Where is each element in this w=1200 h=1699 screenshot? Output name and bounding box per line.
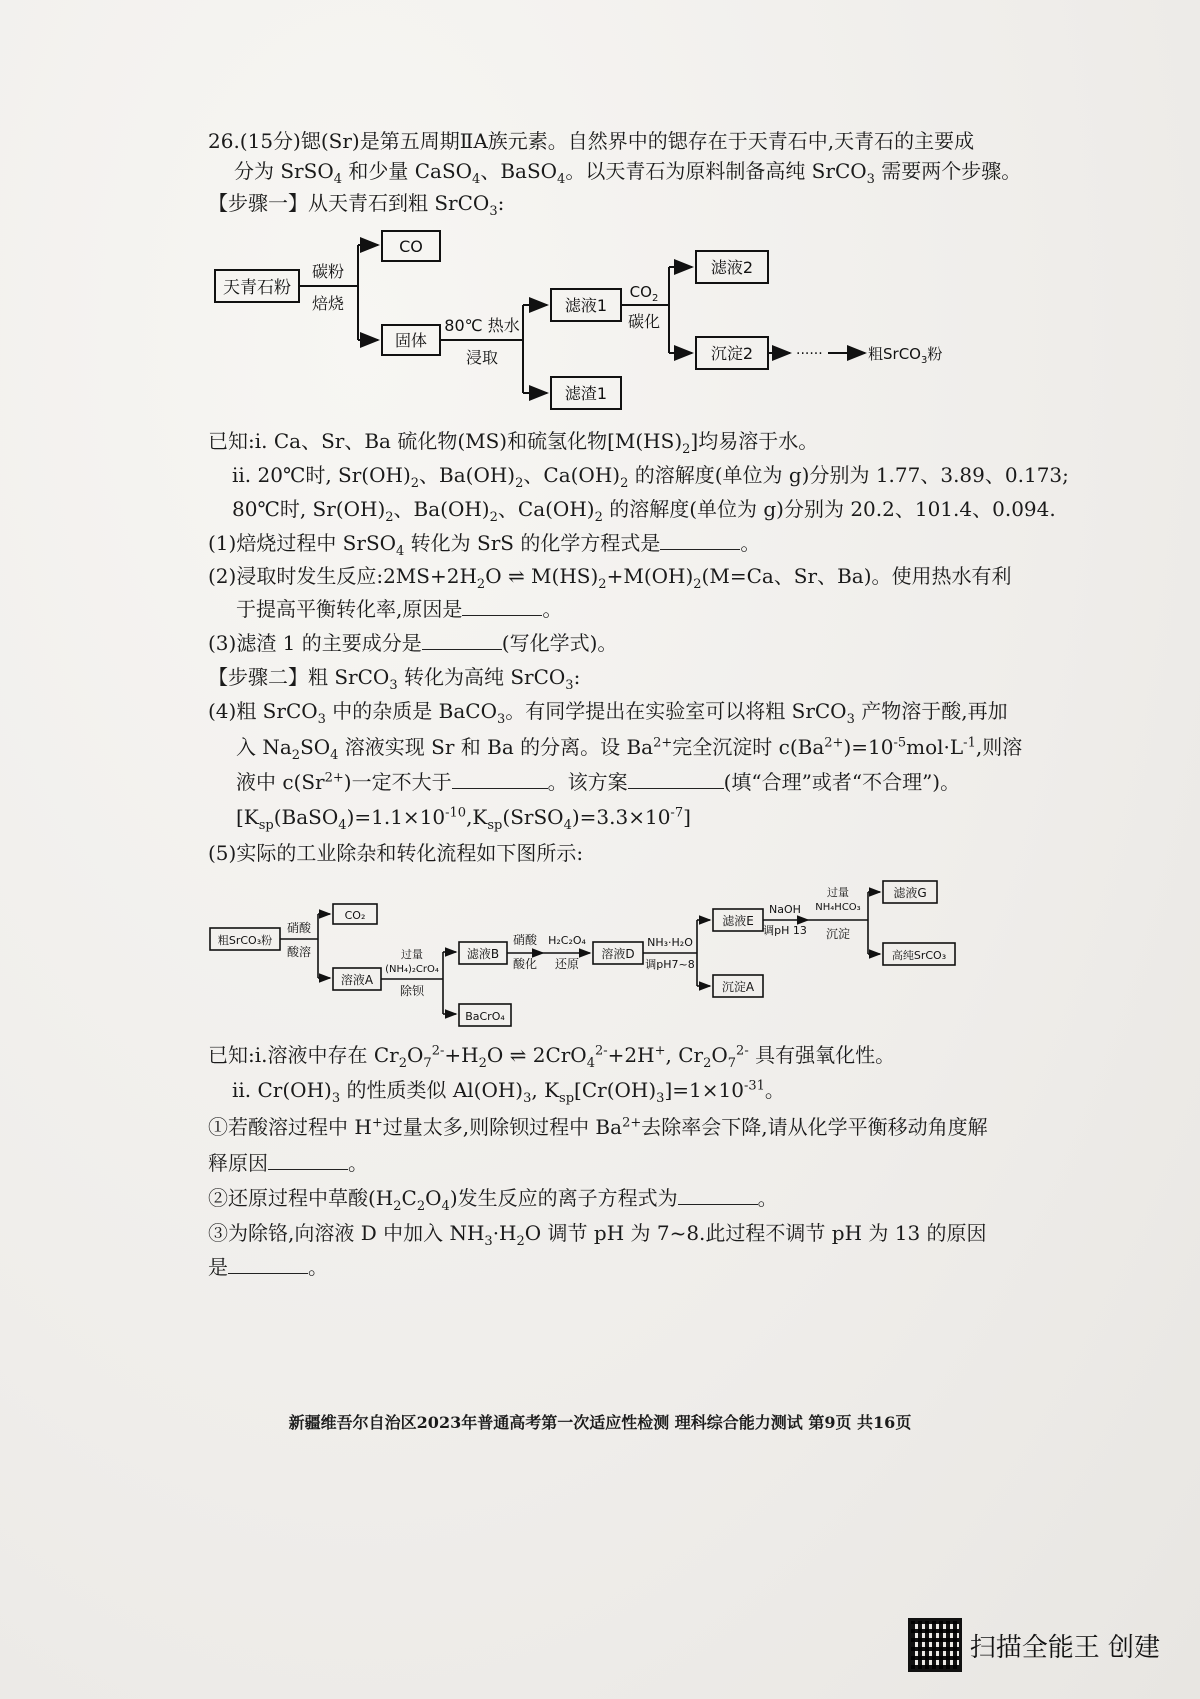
- q5-part1: ①若酸溶过程中 H+过量太多,则除钡过程中 $Ba^{2+}$去除率会下降,请从化学平衡移动角度解: [208, 1115, 988, 1139]
- label-ph13: 调pH 13: [763, 924, 807, 937]
- label-xiaosuan: 硝酸: [286, 921, 312, 935]
- label-co2: $CO_2$: [629, 283, 659, 304]
- label-huanyuan: 还原: [554, 957, 580, 971]
- question-1: (1)焙烧过程中 SrSO$_4$ 转化为 SrS 的化学方程式是 。: [208, 531, 761, 559]
- label-chendian2: 沉淀2: [710, 344, 754, 363]
- q5-part2: ②还原过程中草酸$(H_2C_2O_4)$发生反应的离子方程式为 。: [208, 1186, 778, 1214]
- watermark-text: 扫描全能王 创建: [969, 1632, 1160, 1663]
- label-hotwater: 80℃ 热水: [444, 316, 520, 335]
- label-lvyeB: 滤液B: [466, 947, 500, 961]
- label-xiaosuan2: 硝酸: [512, 933, 538, 947]
- label-h2c2o4: H₂C₂O₄: [548, 934, 586, 947]
- question-4-ksp: $[K_{sp}(BaSO_4)=1.1\times 10^{-10},K_{sp}(SrSO_4)=3.3\times 10^{-7}]$: [236, 805, 691, 833]
- label-jinqu: 浸取: [465, 348, 499, 367]
- label-guti: 固体: [394, 331, 428, 350]
- question-3: (3)滤渣 1 的主要成分是 (写化学式)。: [208, 631, 618, 655]
- q5-part1-cont: 释原因 。: [208, 1151, 368, 1175]
- label-bacro4: BaCrO₄: [465, 1010, 505, 1023]
- label-chendianA: 沉淀A: [721, 980, 755, 994]
- question-4-cont1: 入 $Na_2SO_4$ 溶液实现 Sr 和 Ba 的分离。设 $Ba^{2+}$完全沉淀时 $c(Ba^{2+})=10^{-5}mol\cdot L^{-1}$,则溶: [236, 735, 1023, 763]
- qr-code-icon: [908, 1618, 962, 1672]
- step1-heading: 【步骤一】从天青石到粗 SrCO$_3$:: [208, 191, 505, 219]
- question-2-cont: 于提高平衡转化率,原因是 。: [236, 597, 563, 621]
- known2-i: 已知:ⅰ.溶液中存在 $Cr_2O_7^{2-}+H_2O$ ⇌ 2CrO$_4^{2-}$+2H+, $Cr_2O_7^{2-}$ 具有强氧化性。: [208, 1043, 896, 1071]
- label-rongyeA: 溶液A: [340, 973, 374, 987]
- label-lvzha1: 滤渣1: [564, 384, 608, 403]
- label-ph78: 调pH7~8: [645, 958, 695, 971]
- flow-diagram-step2: [200, 872, 1000, 1032]
- label-start: 粗SrCO₃粉: [217, 934, 273, 947]
- label-lvyeG: 滤液G: [893, 886, 927, 900]
- known1-ii: ⅱ. 20℃时, $Sr(OH)_2$、$Ba(OH)_2$、$Ca(OH)_2$ 的溶解度(单位为 g)分别为 1.77、3.89、0.173;: [232, 463, 1069, 491]
- label-beishao: 焙烧: [311, 294, 345, 313]
- label-lvyeE: 滤液E: [722, 914, 754, 928]
- flow-diagram-step1: [200, 225, 1000, 425]
- page-footer: 新疆维吾尔自治区2023年普通高考第一次适应性检测 理科综合能力测试 第9页 共16页: [288, 1413, 912, 1432]
- label-lvye2: 滤液2: [710, 258, 754, 277]
- label-tianqing: 天青石粉: [223, 278, 291, 298]
- label-lvye1: 滤液1: [564, 296, 608, 315]
- label-nh3h2o: NH₃·H₂O: [647, 936, 693, 949]
- label-co2-2: CO₂: [344, 909, 366, 922]
- question-5: (5)实际的工业除杂和转化流程如下图所示:: [208, 841, 584, 865]
- label-co: CO: [399, 237, 423, 256]
- scanner-watermark: [908, 1618, 1160, 1672]
- label-guoliang2: 过量: [827, 886, 849, 899]
- label-chendian: 沉淀: [825, 927, 851, 941]
- known1-i: 已知:ⅰ. Ca、Sr、Ba 硫化物(MS)和硫氢化物$[M(HS)_2]$均易溶于水。: [208, 429, 819, 457]
- label-dots: ······: [796, 346, 823, 362]
- known1-iii: 80℃时, $Sr(OH)_2$、$Ba(OH)_2$、$Ca(OH)_2$ 的溶解度(单位为 g)分别为 20.2、101.4、0.094.: [232, 497, 1056, 525]
- label-nh4hco3: NH₄HCO₃: [815, 902, 861, 913]
- q5-part3-cont: 是 。: [208, 1255, 328, 1279]
- step2-heading: 【步骤二】粗 SrCO$_3$ 转化为高纯 SrCO$_3$:: [208, 665, 581, 693]
- label-rongyeD: 溶液D: [601, 947, 635, 961]
- label-gaochun: 高纯SrCO₃: [891, 949, 947, 962]
- label-guoliang: 过量: [401, 948, 423, 961]
- question-2: (2)浸取时发生反应$:2MS+2H_2O$ ⇌ $M(HS)_2+M(OH)_2(M=Ca$、Sr、Ba)。使用热水有利: [208, 564, 1012, 592]
- question-4: (4)粗 SrCO$_3$ 中的杂质是 BaCO$_3$。有同学提出在实验室可以将粗 SrCO$_3$ 产物溶于酸,再加: [208, 699, 1008, 727]
- known2-ii: ⅱ. $Cr(OH)_3$ 的性质类似 $Al(OH)_3$, $K_{sp}[Cr(OH)_3]=1\times 10^{-31}$。: [232, 1078, 785, 1106]
- q26-intro-line2: 分为 SrSO$_4$ 和少量 CaSO$_4$、BaSO$_4$。以天青石为原料制备高纯 SrCO$_3$ 需要两个步骤。: [234, 159, 1022, 187]
- label-product: 粗SrCO$_3$粉: [868, 345, 943, 366]
- label-suanhua: 酸化: [512, 957, 538, 971]
- q26-intro-line1: 26.(15分)锶(Sr)是第五周期ⅡA族元素。自然界中的锶存在于天青石中,天青石的主要成: [208, 129, 975, 153]
- question-4-cont2: 液中 $c(Sr^{2+})$一定不大于 。该方案 (填“合理”或者“不合理”)。: [236, 770, 961, 794]
- label-tanfen: 碳粉: [311, 262, 345, 281]
- label-naoh: NaOH: [769, 903, 801, 916]
- label-nh4cro4: (NH₄)₂CrO₄: [385, 964, 439, 975]
- label-suanrong: 酸溶: [286, 945, 312, 959]
- label-tanhua: 碳化: [627, 312, 661, 331]
- q5-part3: ③为除铬,向溶液 D 中加入 $NH_3\cdot H_2O$ 调节 pH 为 7~8.此过程不调节 pH 为 13 的原因: [208, 1221, 987, 1249]
- label-chubei: 除钡: [399, 984, 425, 998]
